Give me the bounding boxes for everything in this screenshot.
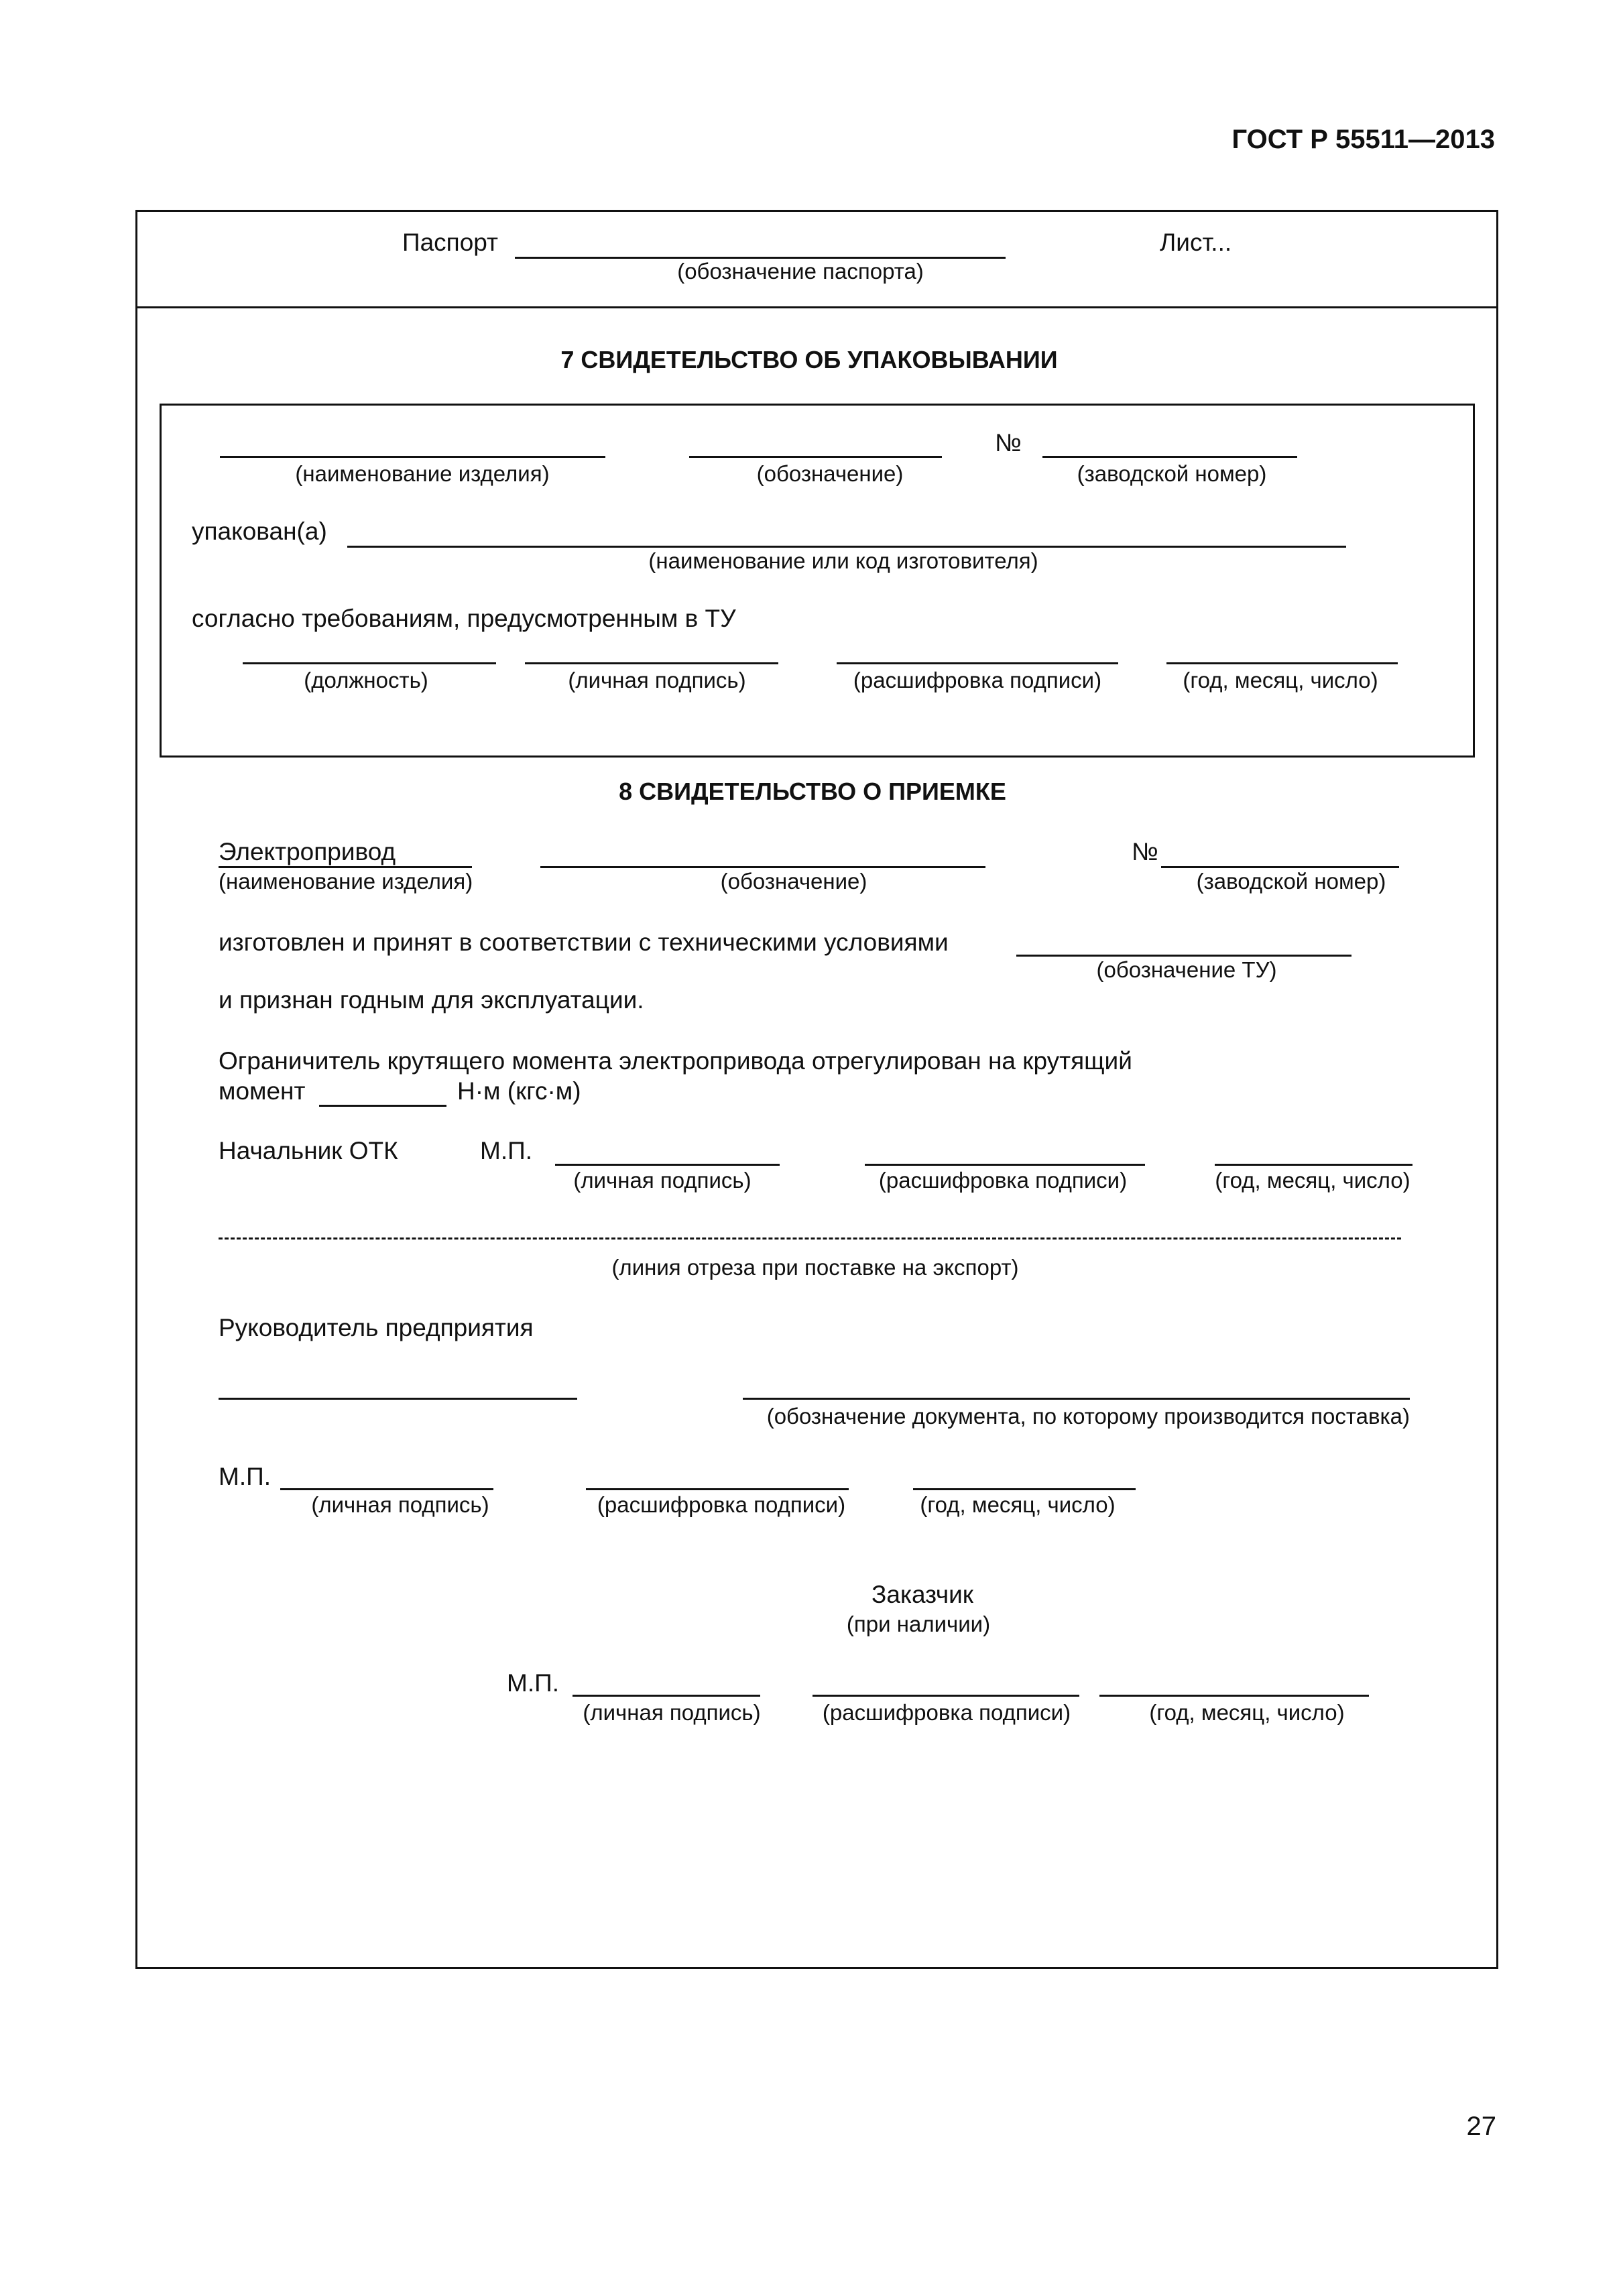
s8-fit: и признан годным для эксплуатации. (219, 986, 644, 1014)
s8-serial-caption: (заводской номер) (1196, 869, 1386, 894)
s7-decoding-line (837, 662, 1118, 664)
director-label: Руководитель предприятия (219, 1314, 534, 1341)
s7-packed-label: упакован(а) (192, 518, 327, 545)
customer-date-line (1099, 1695, 1369, 1697)
s8-otk-date-line (1215, 1164, 1412, 1166)
standard-header: ГОСТ Р 55511—2013 (1231, 125, 1495, 154)
document-caption: (обозначение документа, по которому производится поставка) (766, 1404, 1410, 1429)
s7-name-caption: (наименование изделия) (295, 461, 550, 486)
s8-otk-head: Начальник ОТК (219, 1137, 398, 1164)
director-date-line (913, 1488, 1136, 1490)
s8-tu-line (1016, 955, 1351, 957)
director-decoding-line (586, 1488, 849, 1490)
s8-limiter-line2b: Н·м (кгс·м) (457, 1077, 581, 1105)
s8-serial-line (1161, 866, 1399, 868)
s8-number-sign: № (1132, 838, 1158, 865)
s7-designation-line (689, 456, 942, 458)
customer-note: (при наличии) (846, 1612, 991, 1636)
passport-label: Паспорт (402, 229, 498, 256)
s8-limiter-line2a: момент (219, 1077, 306, 1105)
s7-name-line (220, 456, 605, 458)
s8-product: Электропривод (219, 838, 396, 865)
s8-otk-mp: М.П. (480, 1137, 532, 1164)
passport-caption: (обозначение паспорта) (677, 259, 924, 284)
s7-manufacturer-line (347, 546, 1346, 548)
s7-number-sign: № (995, 429, 1022, 457)
customer-decoding-line (813, 1695, 1079, 1697)
customer-date-caption: (год, месяц, число) (1149, 1700, 1345, 1725)
s7-signature-line (525, 662, 778, 664)
s7-position-caption: (должность) (304, 668, 428, 692)
s7-signature-caption: (личная подпись) (568, 668, 746, 692)
s8-tu-caption: (обозначение ТУ) (1096, 957, 1277, 982)
director-signature-line (280, 1488, 493, 1490)
s7-serial-caption: (заводской номер) (1077, 461, 1267, 486)
director-date-caption: (год, месяц, число) (920, 1492, 1116, 1517)
s8-otk-signature-caption: (личная подпись) (573, 1168, 752, 1193)
s8-designation-caption: (обозначение) (720, 869, 867, 894)
s8-manufactured: изготовлен и принят в соответствии с техническими условиями (219, 928, 949, 956)
top-divider (135, 306, 1498, 308)
s8-name-caption: (наименование изделия) (219, 869, 473, 894)
s8-limiter-line1: Ограничитель крутящего момента электропривода отрегулирован на крутящий (219, 1047, 1132, 1075)
customer-signature-line (573, 1695, 760, 1697)
s7-designation-caption: (обозначение) (756, 461, 904, 486)
s7-date-caption: (год, месяц, число) (1183, 668, 1378, 692)
customer-mp: М.П. (507, 1669, 559, 1697)
page-number: 27 (1466, 2112, 1496, 2141)
section8-title: 8 СВИДЕТЕЛЬСТВО О ПРИЕМКЕ (619, 778, 1006, 805)
s8-designation-line (540, 866, 985, 868)
customer-decoding-caption: (расшифровка подписи) (822, 1700, 1071, 1725)
section7-title: 7 СВИДЕТЕЛЬСТВО ОБ УПАКОВЫВАНИИ (560, 346, 1058, 373)
s8-otk-date-caption: (год, месяц, число) (1215, 1168, 1410, 1193)
sheet-label: Лист... (1160, 229, 1232, 256)
s8-otk-decoding-line (865, 1164, 1145, 1166)
s8-torque-line (319, 1105, 446, 1107)
director-mp: М.П. (219, 1463, 271, 1490)
s8-otk-signature-line (555, 1164, 780, 1166)
cut-line-caption: (линия отреза при поставке на экспорт) (611, 1255, 1019, 1280)
director-signature-caption: (личная подпись) (311, 1492, 489, 1517)
customer-label: Заказчик (871, 1581, 973, 1608)
document-line (743, 1398, 1410, 1400)
s8-product-line (219, 866, 472, 868)
cut-dashed-line (219, 1237, 1401, 1240)
s7-requirements: согласно требованиям, предусмотренным в ТУ (192, 605, 736, 632)
director-decoding-caption: (расшифровка подписи) (597, 1492, 846, 1517)
s7-manufacturer-caption: (наименование или код изготовителя) (648, 548, 1038, 573)
s7-position-line (243, 662, 496, 664)
director-name-line (219, 1398, 577, 1400)
s7-serial-line (1042, 456, 1297, 458)
customer-signature-caption: (личная подпись) (583, 1700, 761, 1725)
s8-otk-decoding-caption: (расшифровка подписи) (878, 1168, 1128, 1193)
s7-decoding-caption: (расшифровка подписи) (853, 668, 1102, 692)
s7-date-line (1166, 662, 1398, 664)
